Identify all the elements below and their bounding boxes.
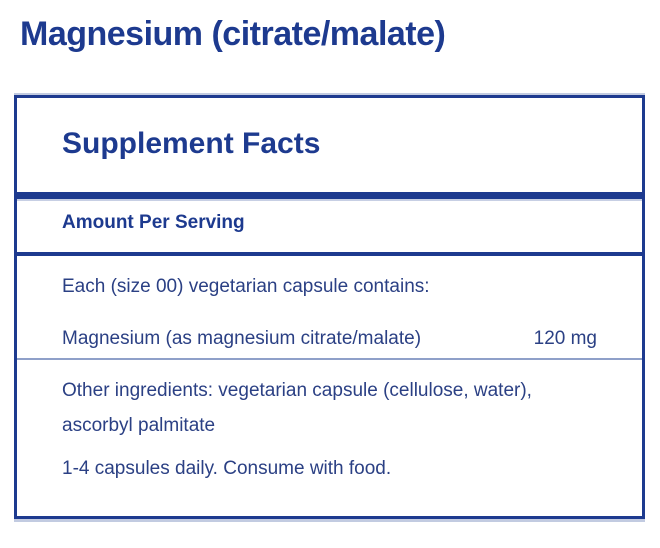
divider-medium [17, 252, 642, 256]
supplement-facts-heading: Supplement Facts [62, 127, 321, 160]
page-title: Magnesium (citrate/malate) [20, 15, 446, 53]
serving-description: Each (size 00) vegetarian capsule contains: [62, 276, 430, 297]
divider-thick [17, 192, 642, 199]
other-ingredients-line-1: Other ingredients: vegetarian capsule (cellulose, water), [62, 380, 532, 401]
other-ingredients [17, 373, 642, 443]
supplement-facts-panel [14, 95, 645, 519]
nutrient-amount: 120 mg [533, 328, 597, 349]
divider-thin [17, 358, 642, 360]
other-ingredients-line-2: ascorbyl palmitate [62, 415, 216, 436]
amount-per-serving-header: Amount Per Serving [62, 212, 245, 233]
nutrient-row [17, 327, 642, 351]
directions-text: 1-4 capsules daily. Consume with food. [62, 458, 392, 479]
nutrient-name: Magnesium (as magnesium citrate/malate) [62, 328, 422, 349]
